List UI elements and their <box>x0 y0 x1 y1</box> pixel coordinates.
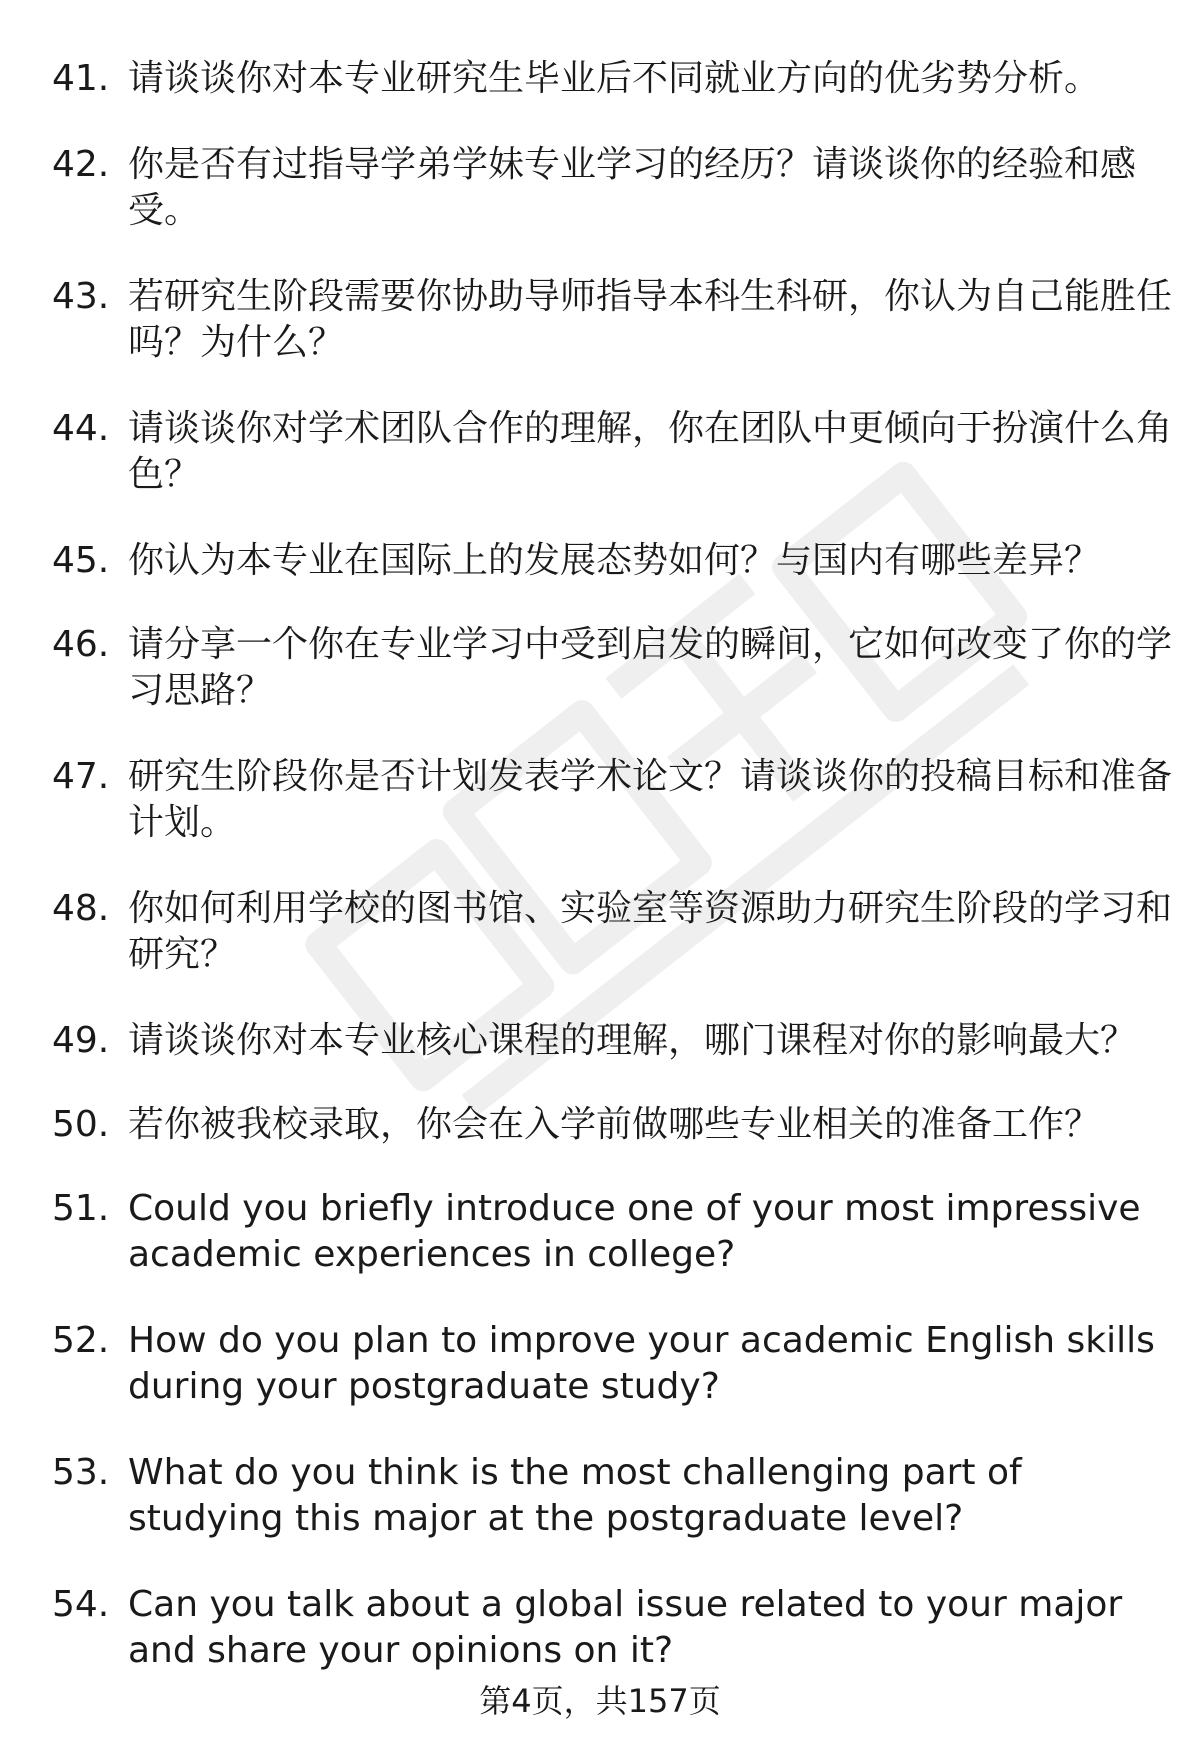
question-text: 请谈谈你对本专业核心课程的理解，哪门课程对你的影响最大？ <box>128 1020 1137 1061</box>
question-text: How do you plan to improve your academic English skills during your postgraduate study? <box>128 1320 1155 1407</box>
question-text: 你是否有过指导学弟学妹专业学习的经历？请谈谈你的经验和感受。 <box>128 144 1137 231</box>
question-text: 你认为本专业在国际上的发展态势如何？与国内有哪些差异？ <box>128 540 1101 581</box>
question-text: What do you think is the most challenging part of studying this major at the postgraduate level? <box>128 1452 1022 1539</box>
question-number: 46. <box>52 624 110 665</box>
question-number: 48. <box>52 888 110 929</box>
question-number: 54. <box>52 1584 110 1625</box>
question-text: 若研究生阶段需要你协助导师指导本科生科研，你认为自己能胜任吗？为什么？ <box>128 276 1173 363</box>
question-text: 请谈谈你对本专业研究生毕业后不同就业方向的优劣势分析。 <box>128 58 1101 99</box>
question-text: 若你被我校录取，你会在入学前做哪些专业相关的准备工作？ <box>128 1104 1101 1145</box>
question-number: 41. <box>52 58 110 99</box>
question-number: 42. <box>52 144 110 185</box>
question-text: 请分享一个你在专业学习中受到启发的瞬间，它如何改变了你的学习思路？ <box>128 624 1173 711</box>
question-number: 53. <box>52 1452 110 1493</box>
question-text: Can you talk about a global issue related to your major and share your opinions on it? <box>128 1584 1123 1671</box>
page-footer: 第4页，共157页 <box>479 1682 721 1720</box>
question-number: 50. <box>52 1104 110 1145</box>
question-number: 44. <box>52 408 110 449</box>
question-text: Could you briefly introduce one of your most impressive academic experiences in college? <box>128 1188 1141 1275</box>
question-text: 你如何利用学校的图书馆、实验室等资源助力研究生阶段的学习和研究？ <box>128 888 1173 975</box>
question-number: 49. <box>52 1020 110 1061</box>
question-text: 请谈谈你对学术团队合作的理解，你在团队中更倾向于扮演什么角色？ <box>128 408 1173 495</box>
question-number: 47. <box>52 756 110 797</box>
question-number: 45. <box>52 540 110 581</box>
question-number: 52. <box>52 1320 110 1361</box>
question-text: 研究生阶段你是否计划发表学术论文？请谈谈你的投稿目标和准备计划。 <box>128 756 1173 843</box>
question-number: 43. <box>52 276 110 317</box>
question-number: 51. <box>52 1188 110 1229</box>
